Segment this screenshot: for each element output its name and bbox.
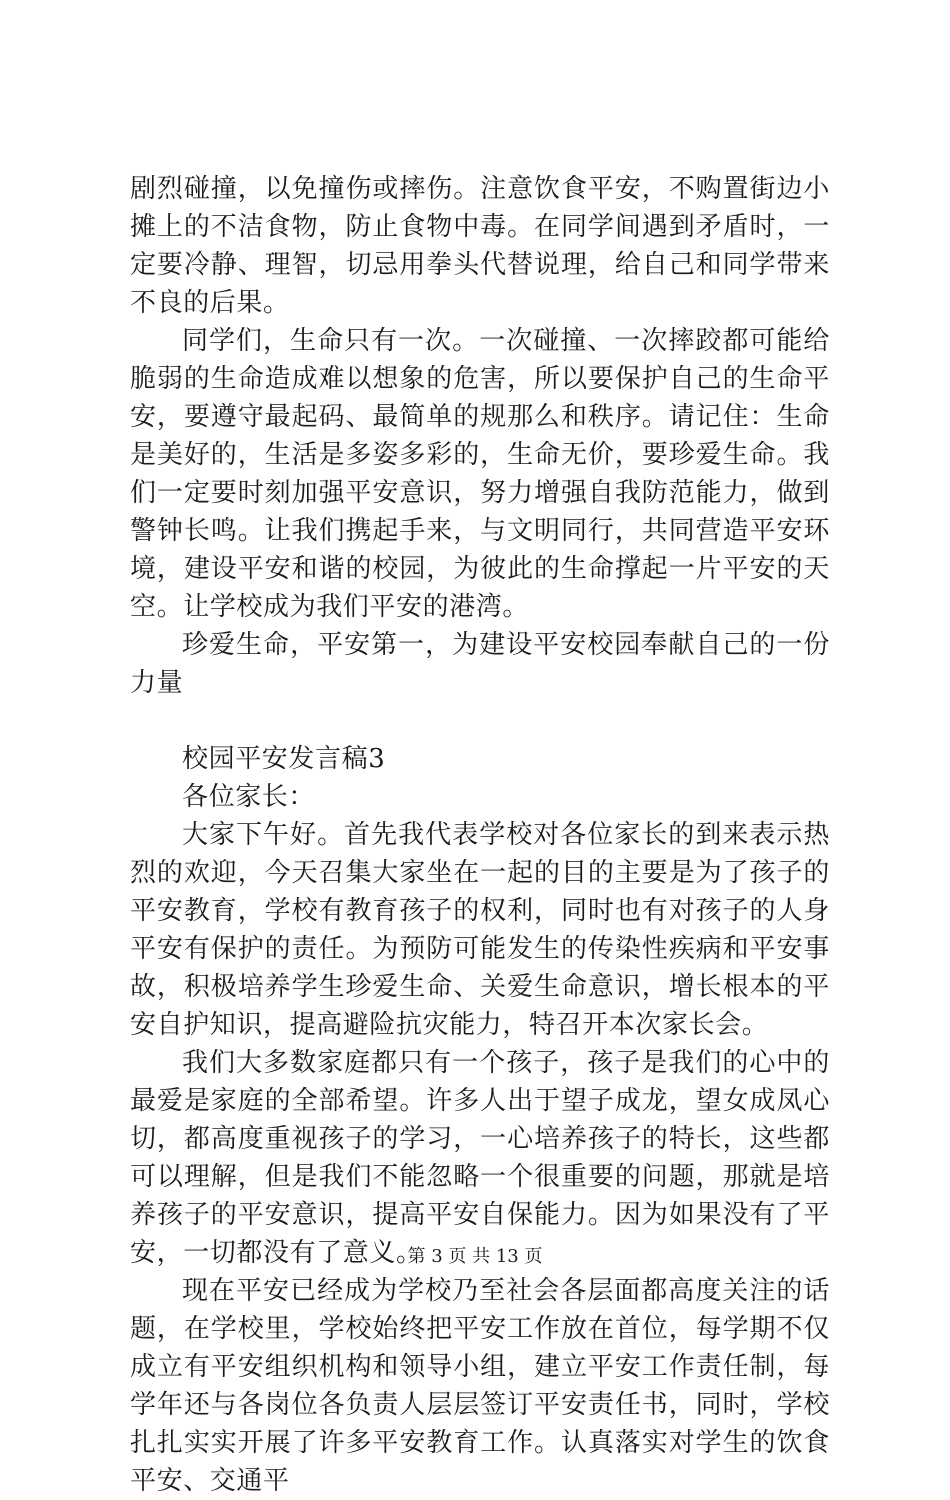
body-paragraph-2: 同学们，生命只有一次。一次碰撞、一次摔跤都可能给脆弱的生命造成难以想象的危害，所以要保护自己的生命平安，要遵守最起码、最简单的规那么和秩序。请记住：生命是美好的，生活是多姿多彩的，生命无价，要珍爱生命。我们一定要时刻加强平安意识，努力增强自我防范能力，做到警钟长鸣。让我们携起手来，与文明同行，共同营造平安环境，建设平安和谐的校园，为彼此的生命撑起一片平安的天空。让学校成为我们平安的港湾。 <box>130 326 830 622</box>
body-paragraph-3: 珍爱生命，平安第一，为建设平安校园奉献自己的一份力量 <box>130 630 830 698</box>
body-paragraph-6: 现在平安已经成为学校乃至社会各层面都高度关注的话题，在学校里，学校始终把平安工作放在首位，每学期不仅成立有平安组织机构和领导小组，建立平安工作责任制，每学年还与各岗位各负责人层层签订平安责任书，同时，学校扎扎实实开展了许多平安教育工作。认真落实对学生的饮食平安、交通平 <box>130 1276 830 1496</box>
section-title: 校园平安发言稿3 <box>182 744 386 774</box>
salutation: 各位家长： <box>182 782 316 812</box>
page-footer <box>0 1242 950 1268</box>
body-paragraph-4: 大家下午好。首先我代表学校对各位家长的到来表示热烈的欢迎，今天召集大家坐在一起的目的主要是为了孩子的平安教育，学校有教育孩子的权利，同时也有对孩子的人身平安有保护的责任。为预防可能发生的传染性疾病和平安事故，积极培养学生珍爱生命、关爱生命意识，增长根本的平安自护知识，提高避险抗灾能力，特召开本次家长会。 <box>130 820 830 1040</box>
document-body <box>130 170 830 1500</box>
body-paragraph-5: 我们大多数家庭都只有一个孩子，孩子是我们的心中的最爱是家庭的全部希望。许多人出于望子成龙，望女成凤心切，都高度重视孩子的学习，一心培养孩子的特长，这些都可以理解，但是我们不能忽略一个很重要的问题，那就是培养孩子的平安意识，提高平安自保能力。因为如果没有了平安，一切都没有了意义。 <box>130 1048 830 1268</box>
page-number-label: 第 3 页 共 13 页 <box>407 1246 543 1267</box>
body-paragraph-1: 剧烈碰撞，以免撞伤或摔伤。注意饮食平安，不购置街边小摊上的不洁食物，防止食物中毒。在同学间遇到矛盾时，一定要冷静、理智，切忌用拳头代替说理，给自己和同学带来不良的后果。 <box>130 174 830 318</box>
